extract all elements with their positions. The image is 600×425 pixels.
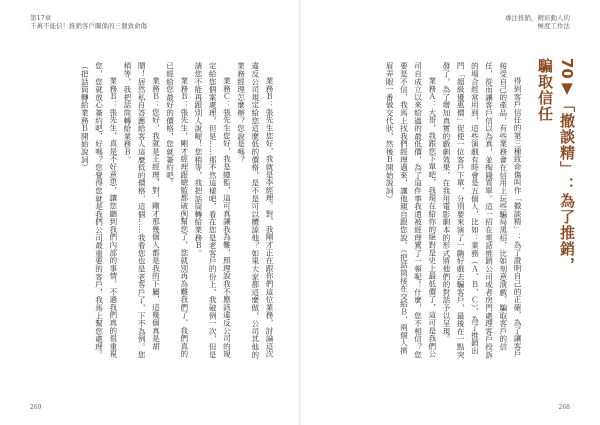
- left-paragraph: 業務Ｂ：張先生，剛才經理跟總監都破例幫您了，您就別再為難我們了，我們真的已經給您最好的價格，您就簽約吧。: [165, 62, 189, 358]
- right-header-line2: 極度工作法: [537, 22, 570, 30]
- right-paragraph: 得到客戶信任的第三種致命傷叫作「撤談精」：為了證明自己的正確，為了讓客戶接受自己的產品，有些業務會在信用上玩些騙局黑招，比如刻意演戲、騙取客戶的信任，從而讓客戶信以為真，並掏錢買單。這一招在電話推銷公司或者房門處理客戶投訴的場合經常用到，這些演戲有時會是五個人，比如：業務（Ａ、Ｂ、Ｃ）、為了推銷出門「超級優惠價」促使一位客戶下單，分別要來演了一齣好戲去騙客戶，最後在一點突發了，為了增加真實的戲劇效果，在我用電影劇本的形式將他們的對話予以呈現。: [441, 62, 522, 359]
- section-title: [532, 58, 578, 358]
- right-page-number: 268: [558, 404, 570, 411]
- section-title-sub: 騙取信任: [536, 58, 554, 122]
- left-paragraph: 業務Ｃ：張先生您好，我是總監，這可真讓我為難，照理說我不應該違反公司的規定給您個案處理，但是……那不然這樣吧，看在您是老客戶的份上，我破例一次，但是請您不能再跟別人說喔！您稍等，我把話筒轉給業務Ｂ。: [193, 62, 232, 359]
- left-header-title: 千萬不能信！推銷客戶關係的三個致命傷: [30, 22, 147, 30]
- right-body-text: [328, 62, 524, 362]
- left-paragraph: 業務Ｂ：您好，我就是王經理，對，剛才那幾個人都是我的下屬，這幾個真是胡鬧！居然私自答應給客人這麼低的價格，這個……我看您也是老客戶了，下不為例。您稍等，我把話筒轉給業務Ｂ。: [122, 62, 161, 359]
- left-header-chapter: 第17章: [30, 14, 52, 22]
- left-page-number: 269: [30, 404, 42, 411]
- right-running-header: [505, 14, 570, 30]
- left-running-header: [30, 14, 147, 30]
- right-paragraph: 業務Ａ：大哥，我跟您下單吧，我現在給你的絕對是史上最低價了，這可是我們公司自成立以來給過的最低價，為了這件事我還被經理罵了一頓呢！什麼，您不相信？您要是不信，我馬上找我們經理過來，讓他親自跟您說。（把話筒接在交給Ｂ，兩個人擠眉弄眼一番做交代狀，然後Ｂ開始說詞）: [385, 62, 437, 359]
- left-paragraph: 業務Ｂ：張先生，真是不好意思，讓您聽到我們內部的事情，不過我們真的很重視您，您就放心簽約吧，好嗎？您覺得您就是我們公司最重要的客戶，我馬上幫您處理。（把話筒轉給業務Ｂ開始說詞）: [80, 62, 118, 359]
- left-paragraph: 業務Ｂ：張先生您好，我就是李經理。對，我剛才正在跟你們這位業務，討論這次違反公司規定給您這麼低的價格，是不是可以體諒他？如果大家都這麼做，公司其他的業務經理怎麼辦？您說是嗎？: [236, 62, 274, 359]
- section-number: 70▼: [558, 58, 576, 97]
- section-title-main: 「撤談精」：為了推銷，: [558, 96, 576, 273]
- right-header-line1: 專注推銷，精彩動人的: [505, 14, 570, 22]
- right-page: [300, 0, 600, 425]
- left-body-text: [26, 62, 276, 362]
